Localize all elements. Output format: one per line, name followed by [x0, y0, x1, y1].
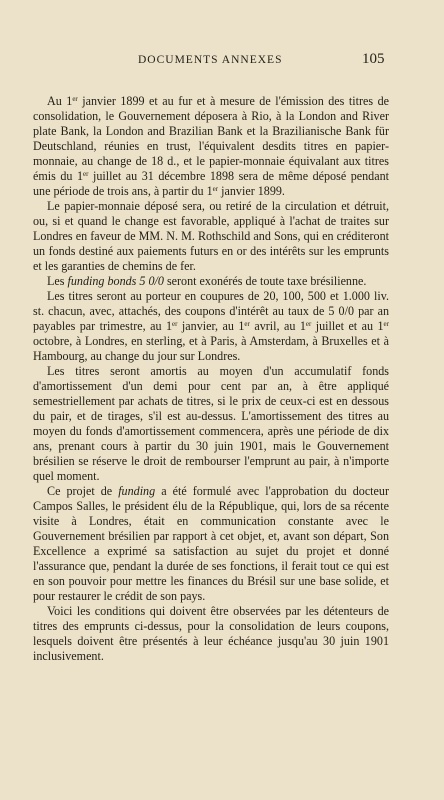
paragraph: Les titres seront amortis au moyen d'un accumulatif fonds d'amortissement d'un demi pour cent par an, à être appliqué semestriellement par achats de titres, si le prix de ceux-ci est en dessous du pair, et de tirages, s'il est au-dessus. L'amortissement des titres au moyen du fonds d'amortissement commencera, après une période de dix ans, prenant cours à partir du 30 juin 1901, mais le Gouvernement brésilien se réserve le droit de rembourser l'emprunt au pair, à n'importe quel moment.	[33, 364, 389, 483]
paragraph: Les funding bonds 5 0/0 seront exonérés de toute taxe brésilienne.	[47, 274, 367, 288]
body-text	[33, 94, 389, 664]
paragraph: Au 1er janvier 1899 et au fur et à mesure de l'émission des titres de consolidation, le Gouvernement déposera à Rio, à la London and River plate Bank, la London and Brazilian Bank et la Brazilianische Bank für Deutschland, réunies en trust, l'équivalent desdits titres en papier-monnaie, au change de 18 d., et le papier-monnaie équivalant aux titres émis du 1er juillet au 31 décembre 1898 sera de même déposé pendant une période de trois ans, à partir du 1er janvier 1899.	[33, 94, 389, 198]
paragraph: Les titres seront au porteur en coupures de 20, 100, 500 et 1.000 liv. st. chacun, avec, attachés, des coupons d'intérêt au taux de 5 0/0 par an payables par trimestre, au 1er janvier, au 1er avril, au 1er juillet et au 1er octobre, à Londres, en sterling, et à Paris, à Amsterdam, à Bruxelles et à Hambourg, au change du jour sur Londres.	[33, 289, 389, 363]
paragraph: Voici les conditions qui doivent être observées par les détenteurs de titres des emprunts ci-dessus, pour la consolidation de leurs coupons, lesquels doivent être présentés à leur échéance jusqu'au 30 juin 1901 inclusivement.	[33, 604, 389, 663]
running-head: DOCUMENTS ANNEXES	[138, 54, 283, 66]
paragraph: Ce projet de funding a été formulé avec l'approbation du docteur Campos Salles, le président élu de la République, qui, lors de sa récente visite à Londres, était en communication constante avec le Gouvernement brésilien par rapport à cet objet, et, avant son départ, Son Excellence a exprimé sa satisfaction au sujet du projet et donné l'assurance que, pendant la durée de ses fonctions, il ferait tout ce qui est en son pouvoir pour mettre les finances du Brésil sur une base solide, et pour restaurer le crédit de son pays.	[33, 484, 389, 603]
paragraph: Le papier-monnaie déposé sera, ou retiré de la circulation et détruit, ou, si et quand le change est favorable, appliqué à l'achat de traites sur Londres en faveur de MM. N. M. Rothschild and Sons, qui en créditeront un fonds destiné aux paiements futurs en or des intérêts sur les emprunts et les garanties de chemins de fer.	[33, 199, 389, 273]
page-number: 105	[362, 51, 385, 67]
page-header	[0, 48, 444, 70]
